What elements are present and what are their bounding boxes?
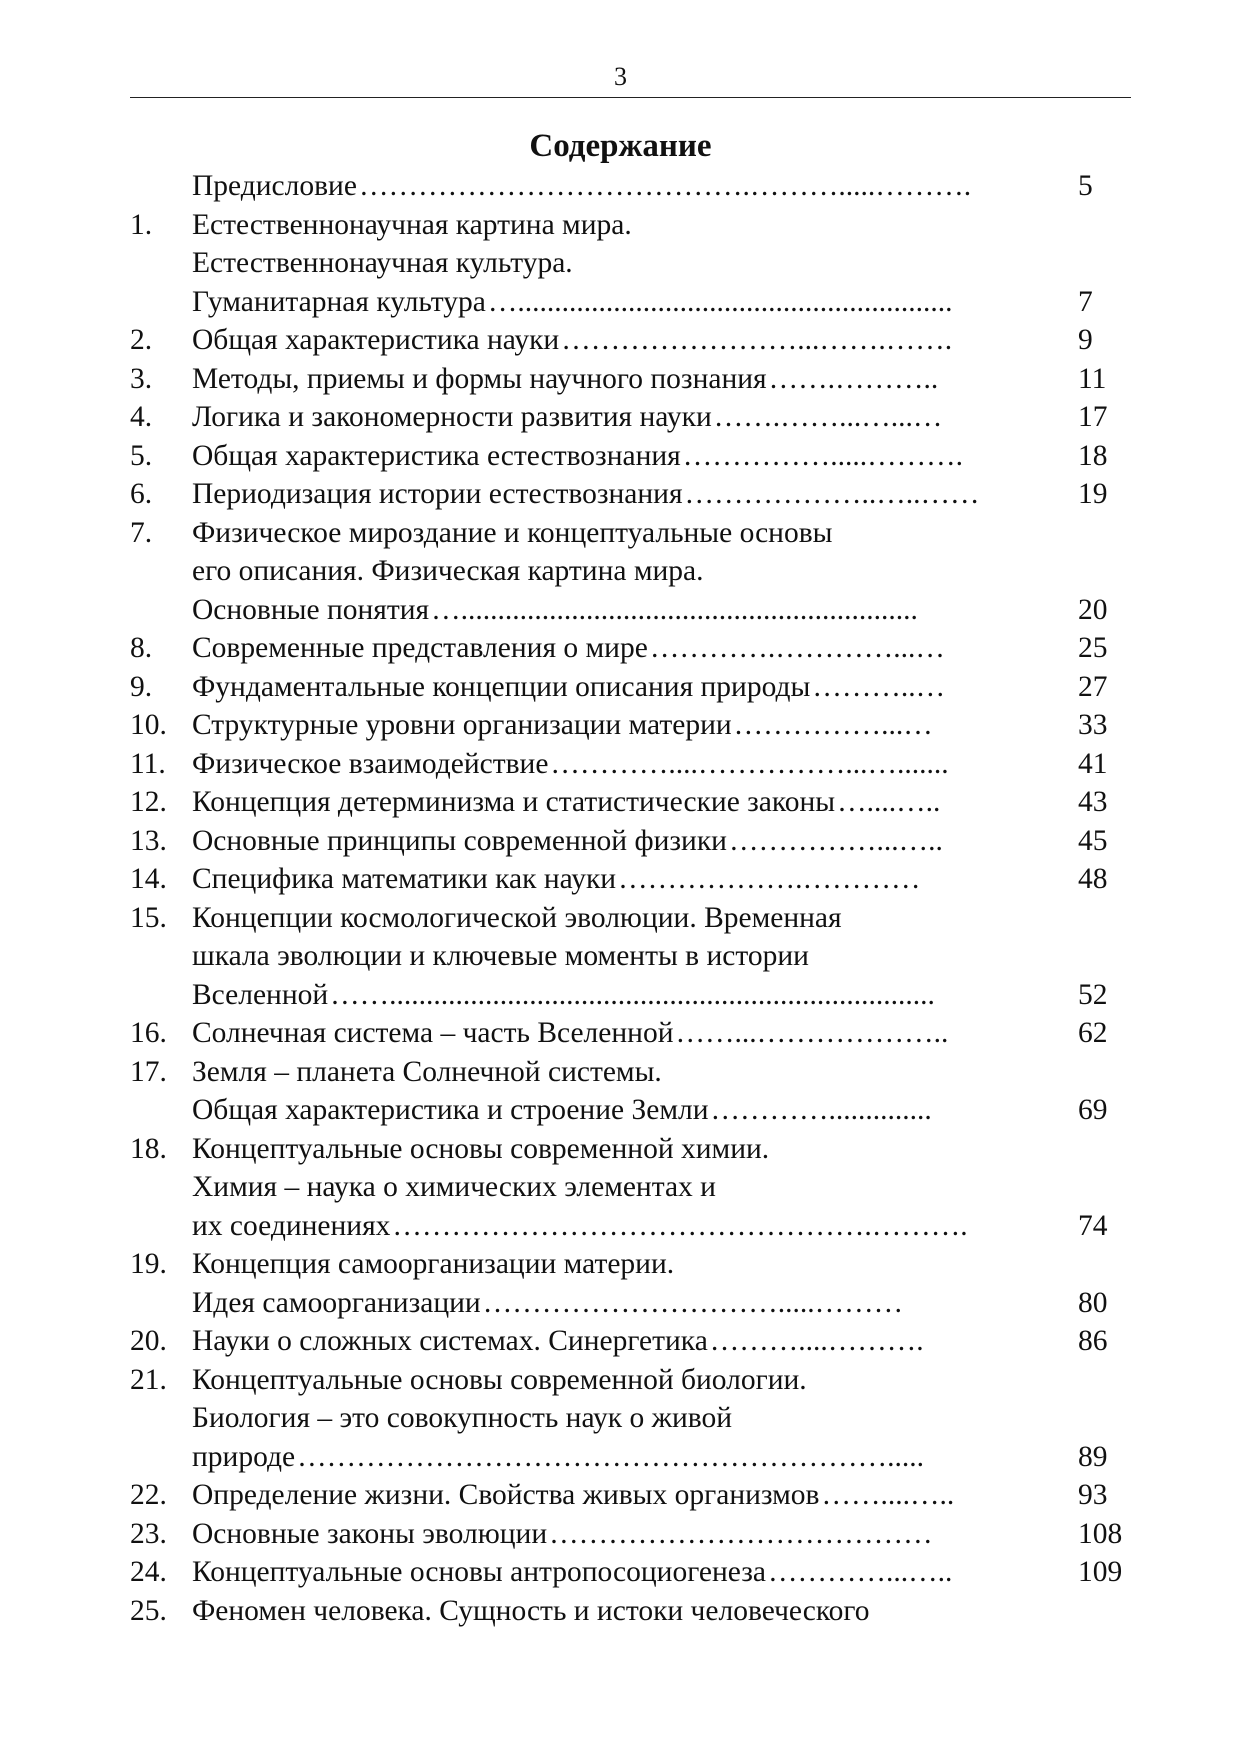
- toc-entry: [130, 1130, 1130, 1246]
- toc-dot-leader: ……………...…..: [728, 824, 943, 857]
- toc-entry-number: 1.: [130, 208, 153, 241]
- toc-dot-leader: ……....…..: [821, 1479, 955, 1511]
- toc-entry-title: Основные понятия: [192, 593, 430, 626]
- toc-entry-number: 3.: [130, 362, 153, 395]
- toc-entry-title: Биология – это совокупность наук о живой: [192, 1402, 733, 1434]
- toc-entry-title: Земля – планета Солнечной системы.: [192, 1055, 662, 1088]
- toc-page-number: 109: [1078, 1556, 1123, 1588]
- toc-dot-leader: ……..........................................................................: [330, 978, 935, 1011]
- toc-entry-number: 13.: [130, 824, 167, 857]
- toc-entry-title: Общая характеристика и строение Земли: [192, 1094, 709, 1126]
- toc-entry: [130, 1014, 1130, 1053]
- toc-entry: [130, 1515, 1130, 1554]
- toc-entry-title: Определение жизни. Свойства живых организмов: [192, 1479, 820, 1511]
- toc-entry: [130, 783, 1130, 822]
- toc-entry-title: Структурные уровни организации материи: [192, 709, 732, 741]
- toc-entry: [130, 1053, 1130, 1130]
- toc-entry: [130, 1553, 1130, 1592]
- toc-page-number: 27: [1078, 670, 1108, 703]
- toc-entry-number: 12.: [130, 786, 167, 818]
- toc-entry-number: 20.: [130, 1325, 167, 1357]
- toc-page-number: 7: [1078, 285, 1093, 318]
- toc-entry-title: Основные принципы современной физики: [192, 824, 727, 857]
- toc-dot-leader: ……………….…………: [618, 863, 921, 895]
- toc-entry: [130, 860, 1130, 899]
- toc-entry: [130, 822, 1130, 861]
- toc-entry: [130, 321, 1130, 360]
- toc-page-number: 33: [1078, 709, 1108, 741]
- toc-entry: [130, 167, 1130, 206]
- toc-entry-title: Науки о сложных системах. Синергетика: [192, 1325, 708, 1357]
- toc-dot-leader: ……………...…: [733, 709, 933, 741]
- toc-entry: [130, 1476, 1130, 1515]
- toc-entry-title: Концепции космологической эволюции. Временная: [192, 901, 842, 934]
- toc-page-number: 5: [1078, 170, 1093, 202]
- toc-entry-number: 7.: [130, 516, 153, 549]
- toc-entry-number: 2.: [130, 324, 153, 356]
- toc-page-number: 86: [1078, 1325, 1108, 1357]
- toc-dot-leader: ………....……….: [709, 1325, 924, 1357]
- toc-entry: [130, 629, 1130, 668]
- toc-page-number: 17: [1078, 401, 1108, 433]
- toc-entry-number: 9.: [130, 670, 153, 703]
- toc-entry-number: 14.: [130, 863, 167, 895]
- page-number: 3: [614, 62, 627, 91]
- toc-entry-title: Химия – наука о химических элементах и: [192, 1171, 716, 1203]
- toc-entry: [130, 437, 1130, 476]
- toc-entry: [130, 899, 1130, 1015]
- toc-page-number: 9: [1078, 324, 1093, 356]
- toc-dot-leader: ……………………...…….…….: [561, 324, 953, 356]
- toc-dot-leader: …………...…..: [767, 1556, 953, 1588]
- toc-entry-number: 10.: [130, 709, 167, 741]
- toc-entry-number: 25.: [130, 1594, 167, 1627]
- toc-dot-leader: ………………………….....………: [482, 1286, 904, 1319]
- toc-entry-title: Физическое мироздание и концептуальные основы: [192, 516, 833, 549]
- toc-page-number: 93: [1078, 1479, 1108, 1511]
- toc-page-number: 89: [1078, 1440, 1108, 1473]
- toc-entry: [130, 398, 1130, 437]
- toc-page-number: 19: [1078, 478, 1108, 510]
- toc-entry-number: 4.: [130, 401, 153, 433]
- toc-dot-leader: …………....……………...….......: [550, 747, 949, 780]
- toc-page-number: 18: [1078, 439, 1108, 472]
- toc-dot-leader: …………………………………: [549, 1517, 933, 1550]
- toc-entry-title: Концепция самоорганизации материи.: [192, 1248, 675, 1280]
- toc-page-number: 69: [1078, 1094, 1108, 1126]
- toc-dot-leader: …….……...…...…: [713, 401, 943, 433]
- toc-dot-leader: ………..…: [812, 670, 946, 703]
- toc-entry: [130, 668, 1130, 707]
- toc-page-number: 48: [1078, 863, 1108, 895]
- toc-entry-number: 6.: [130, 478, 153, 510]
- toc-entry-title: его описания. Физическая картина мира.: [192, 555, 704, 587]
- toc-entry: [130, 206, 1130, 322]
- toc-entry-title: Гуманитарная культура: [192, 285, 486, 318]
- toc-entry-title: Логика и закономерности развития науки: [192, 401, 712, 433]
- toc-entry-title: Современные представления о мире: [192, 632, 648, 664]
- toc-page-number: 43: [1078, 786, 1108, 818]
- toc-entry-number: 22.: [130, 1479, 167, 1511]
- toc-page-number: 25: [1078, 632, 1108, 664]
- toc-entry: [130, 1322, 1130, 1361]
- toc-dot-leader: ………………..…..……: [684, 478, 980, 510]
- toc-entry-number: 17.: [130, 1055, 167, 1088]
- toc-entry-title: Фундаментальные концепции описания природы: [192, 670, 811, 703]
- toc-entry: [130, 745, 1130, 784]
- toc-entry-number: 18.: [130, 1132, 167, 1165]
- toc-entry-title: Естественнонаучная культура.: [192, 247, 573, 279]
- toc-page-number: 52: [1078, 978, 1108, 1011]
- toc-entry-title: Естественнонаучная картина мира.: [192, 208, 632, 241]
- toc-entry-number: 11.: [130, 747, 166, 780]
- toc-dot-leader: …...........................................................: [487, 285, 953, 318]
- toc-page-number: 11: [1078, 362, 1107, 395]
- toc-dot-leader: …….………..: [768, 362, 939, 395]
- toc-entry-title: шкала эволюции и ключевые моменты в истории: [192, 940, 809, 972]
- toc-dot-leader: ………………………………………….……….: [392, 1209, 968, 1242]
- toc-entry: [130, 1245, 1130, 1322]
- toc-entry-title: Периодизация истории естествознания: [192, 478, 683, 510]
- toc-entry-title: Предисловие: [192, 170, 357, 202]
- toc-entry-number: 19.: [130, 1248, 167, 1280]
- toc-entry-number: 8.: [130, 632, 153, 664]
- toc-entry-title: Физическое взаимодействие: [192, 747, 549, 780]
- toc-entry-title: Концептуальные основы современной химии.: [192, 1132, 770, 1165]
- table-of-contents: [130, 167, 1130, 1630]
- toc-entry-number: 21.: [130, 1363, 167, 1396]
- toc-entry-title: Методы, приемы и формы научного познания: [192, 362, 767, 395]
- toc-entry-title: Основные законы эволюции: [192, 1517, 548, 1550]
- toc-entry: [130, 475, 1130, 514]
- toc-entry: [130, 360, 1130, 399]
- toc-entry-number: 23.: [130, 1517, 167, 1550]
- toc-dot-leader: …..............................................................: [431, 593, 918, 626]
- toc-entry-title: Специфика математики как науки: [192, 863, 617, 895]
- toc-page-number: 80: [1078, 1286, 1108, 1319]
- toc-dot-leader: …………..............: [710, 1094, 932, 1126]
- toc-entry-number: 24.: [130, 1556, 167, 1588]
- toc-entry-number: 16.: [130, 1017, 167, 1049]
- toc-entry-title: Общая характеристика естествознания: [192, 439, 681, 472]
- toc-entry-title: Солнечная система – часть Вселенной: [192, 1017, 674, 1049]
- toc-entry: [130, 1592, 1130, 1631]
- toc-entry-title: Вселенной: [192, 978, 329, 1011]
- toc-page-number: 20: [1078, 593, 1108, 626]
- toc-dot-leader: ……...………………..: [675, 1017, 949, 1049]
- toc-entry: [130, 514, 1130, 630]
- toc-dot-leader: ………….…………...…: [649, 632, 945, 664]
- toc-page-number: 74: [1078, 1209, 1108, 1242]
- toc-entry-title: Идея самоорганизации: [192, 1286, 481, 1319]
- toc-dot-leader: …………….....……….: [682, 439, 963, 472]
- toc-entry-title: Концептуальные основы антропосоциогенеза: [192, 1556, 766, 1588]
- toc-entry-title: Концептуальные основы современной биологии.: [192, 1363, 807, 1396]
- toc-page-number: 108: [1078, 1517, 1123, 1550]
- header-rule: [130, 97, 1131, 98]
- toc-entry-title: Феномен человека. Сущность и истоки человеческого: [192, 1594, 870, 1627]
- toc-dot-leader: ………………………………….……….....……….: [358, 170, 972, 202]
- toc-entry-number: 15.: [130, 901, 167, 934]
- toc-page-number: 45: [1078, 824, 1108, 857]
- toc-entry: [130, 706, 1130, 745]
- toc-entry-title: Концепция детерминизма и статистические законы: [192, 786, 836, 818]
- toc-entry: [130, 1361, 1130, 1477]
- toc-entry-title: Общая характеристика науки: [192, 324, 560, 356]
- toc-page-number: 62: [1078, 1017, 1108, 1049]
- toc-entry-title: природе: [192, 1440, 296, 1473]
- toc-page-number: 41: [1078, 747, 1108, 780]
- toc-title: Содержание: [529, 128, 712, 164]
- toc-dot-leader: …....…..: [837, 786, 941, 818]
- toc-entry-title: их соединениях: [192, 1209, 391, 1242]
- toc-entry-number: 5.: [130, 439, 153, 472]
- toc-dot-leader: …………………………………………………….....: [297, 1440, 924, 1473]
